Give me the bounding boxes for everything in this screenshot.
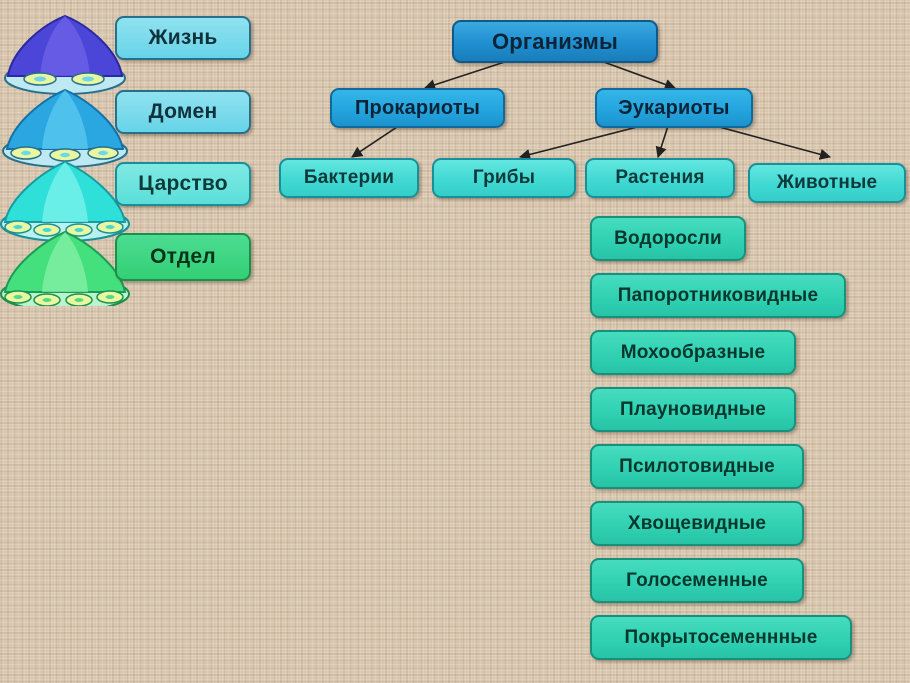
node-angiosperms[interactable]: Покрытосеменнные [590,615,852,660]
node-prokaryotes[interactable]: Прокариоты [330,88,505,128]
rank-label-kingdom[interactable]: Царство [115,162,251,206]
rank-label-life[interactable]: Жизнь [115,16,251,60]
node-mosses[interactable]: Мохообразные [590,330,796,375]
rank-label-domain[interactable]: Домен [115,90,251,134]
node-bacteria[interactable]: Бактерии [279,158,419,198]
node-algae[interactable]: Водоросли [590,216,746,261]
node-organisms[interactable]: Организмы [452,20,658,63]
node-fungi[interactable]: Грибы [432,158,576,198]
node-eukaryotes[interactable]: Эукариоты [595,88,753,128]
node-horsetails[interactable]: Хвощевидные [590,501,804,546]
node-psilots[interactable]: Псилотовидные [590,444,804,489]
node-lycopods[interactable]: Плауновидные [590,387,796,432]
node-animals[interactable]: Животные [748,163,906,203]
node-gymnosperms[interactable]: Голосеменные [590,558,804,603]
rank-label-division[interactable]: Отдел [115,233,251,281]
node-ferns[interactable]: Папоротниковидные [590,273,846,318]
node-plants[interactable]: Растения [585,158,735,198]
